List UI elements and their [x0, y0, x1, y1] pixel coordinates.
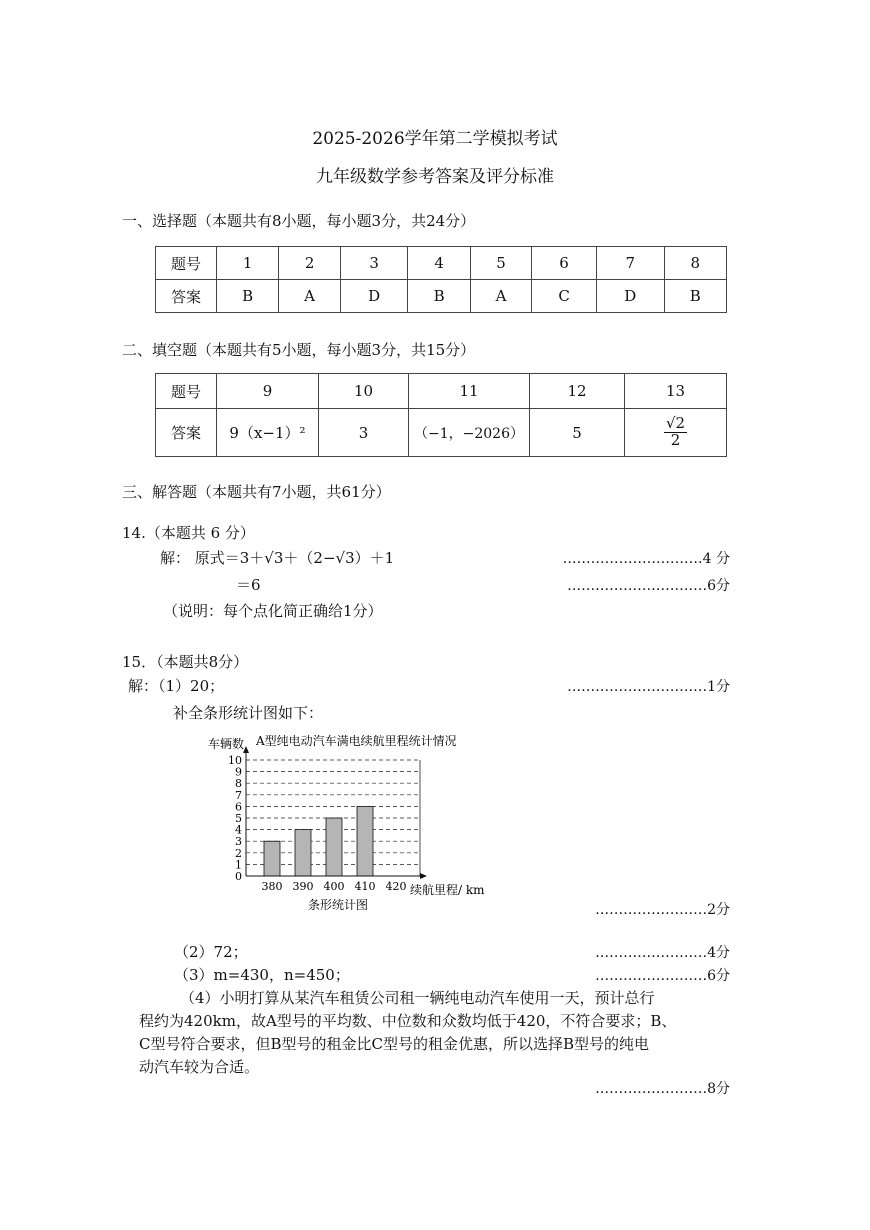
table-cell: 1 [217, 247, 279, 280]
q14-score-2: …………………………6分 [567, 578, 730, 594]
row-header-answer: 答案 [156, 280, 217, 313]
section-2-title: 二、填空题（本题共有5小题，每小题3分，共15分） [122, 341, 476, 359]
document-title: 2025-2026学年第二学模拟考试 [312, 129, 558, 149]
q15-part-3: （3）m=430，n=450； [174, 966, 350, 984]
q15-part-4-line-3: C型号符合要求，但B型号的租金比C型号的租金优惠，所以选择B型号的纯电 [139, 1035, 650, 1053]
q15-heading: 15．（本题共8分） [122, 653, 249, 671]
q14-score-1: …………………………4 分 [562, 551, 730, 567]
y-tick-label: 1 [235, 858, 242, 872]
q14-step-2: ＝6 [236, 576, 261, 594]
y-tick-label: 3 [235, 835, 242, 849]
chart-ylabel: 车辆数 [208, 737, 245, 751]
chart-caption: 条形统计图 [308, 898, 369, 912]
q15-part-4-line-1: （4）小明打算从某汽车租赁公司租一辆纯电动汽车使用一天，预计总行 [180, 989, 655, 1007]
table-cell: 5 [530, 409, 625, 457]
q15-score-1: …………………………1分 [567, 679, 730, 695]
q14-step-1: 解： 原式＝3＋√3＋（2−√3）＋1 [160, 549, 395, 567]
y-tick-label: 7 [235, 788, 242, 802]
x-tick-label: 410 [354, 880, 376, 893]
bar-380 [264, 841, 280, 876]
x-axis-arrow-icon [420, 873, 427, 879]
table-cell: A [470, 280, 531, 313]
q15-part-2: （2）72； [174, 943, 248, 961]
fraction-denominator: 2 [670, 431, 681, 449]
bar-chart [190, 728, 510, 918]
row-header-number: 题号 [156, 247, 217, 280]
table-row [156, 409, 727, 457]
q14-note: （说明：每个点化简正确给1分） [163, 602, 383, 620]
q14-heading: 14.（本题共 6 分） [122, 524, 255, 542]
table-cell: B [217, 280, 279, 313]
bar-400 [326, 818, 342, 876]
table-cell: 4 [408, 247, 470, 280]
table-cell: B [664, 280, 726, 313]
table-cell: D [596, 280, 664, 313]
row-header-answer: 答案 [156, 409, 217, 457]
table-cell: 9 [217, 374, 319, 409]
q15-score-chart: ……………………2分 [595, 902, 730, 918]
section-3-title: 三、解答题（本题共有7小题，共61分） [122, 483, 391, 501]
table-cell: B [408, 280, 470, 313]
row-header-number: 题号 [156, 374, 217, 409]
document-subtitle: 九年级数学参考答案及评分标准 [316, 167, 554, 187]
y-tick-label: 4 [235, 823, 242, 837]
bar-410 [357, 806, 373, 876]
y-tick-label: 6 [235, 800, 242, 814]
table-cell: 6 [532, 247, 597, 280]
table-cell: C [532, 280, 597, 313]
q15-part-1: 解：（1）20； [128, 677, 225, 695]
table-cell: （−1，−2026） [409, 409, 530, 457]
fill-answer-table [155, 373, 727, 457]
table-cell: 10 [319, 374, 409, 409]
table-cell: 8 [664, 247, 726, 280]
table-cell: 7 [596, 247, 664, 280]
q15-score-4: ……………………8分 [595, 1081, 730, 1097]
x-tick-label: 380 [261, 880, 283, 893]
table-cell: 2 [279, 247, 340, 280]
chart-y-ticks [228, 754, 242, 883]
x-tick-label: 390 [292, 880, 314, 893]
table-cell: 12 [530, 374, 625, 409]
fraction [664, 416, 687, 449]
table-cell: A [279, 280, 340, 313]
table-cell: D [340, 280, 408, 313]
table-cell: 9（x−1）² [217, 409, 319, 457]
table-row [156, 280, 727, 313]
x-tick-label: 420 [385, 880, 407, 893]
y-tick-label: 5 [235, 812, 242, 825]
table-row [156, 247, 727, 280]
y-tick-label: 0 [235, 870, 242, 883]
table-cell-fraction [625, 409, 727, 457]
chart-xlabel: 续航里程/ km [410, 883, 485, 897]
y-tick-label: 8 [235, 777, 242, 791]
bar-390 [295, 830, 311, 876]
section-1-title: 一、选择题（本题共有8小题，每小题3分，共24分） [122, 212, 476, 230]
table-cell: 3 [340, 247, 408, 280]
chart-x-ticks [262, 880, 407, 893]
table-cell: 11 [409, 374, 530, 409]
y-tick-label: 9 [235, 765, 242, 779]
choice-answer-table [155, 246, 727, 313]
table-cell: 3 [319, 409, 409, 457]
q15-part-4-line-2: 程约为420km，故A型号的平均数、中位数和众数均低于420，不符合要求；B、 [139, 1012, 677, 1030]
y-tick-label: 2 [235, 846, 242, 860]
q15-chart-intro: 补全条形统计图如下： [173, 704, 324, 722]
q15-score-3: ……………………6分 [595, 968, 730, 984]
table-cell: 13 [625, 374, 727, 409]
chart-title: A型纯电动汽车满电续航里程统计情况 [256, 734, 457, 748]
q15-score-2: ……………………4分 [595, 945, 730, 961]
fraction-numerator: √2 [665, 414, 686, 433]
table-cell: 5 [470, 247, 531, 280]
x-tick-label: 400 [323, 880, 345, 893]
table-row [156, 374, 727, 409]
q15-part-4-line-4: 动汽车较为合适。 [139, 1058, 260, 1076]
y-tick-label: 10 [228, 754, 242, 767]
